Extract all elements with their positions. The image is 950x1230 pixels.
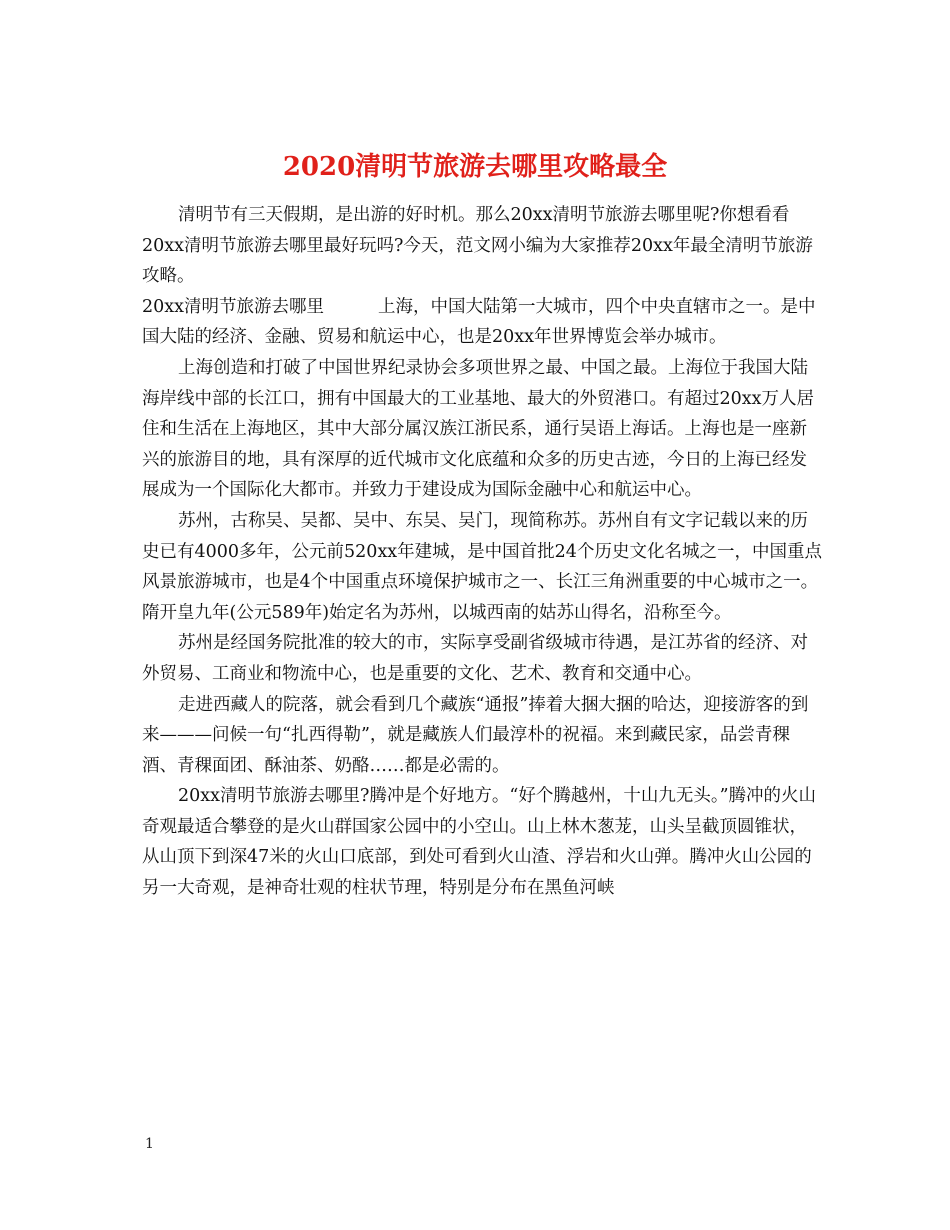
paragraph-suzhou-status: 苏州是经国务院批准的较大的市，实际享受副省级城市待遇，是江苏省的经济、对外贸易、工商业和物流中心，也是重要的文化、艺术、教育和交通中心。 [142, 633, 808, 684]
section-heading: 20xx清明节旅游去哪里 [142, 296, 325, 317]
paragraph-intro: 清明节有三天假期，是出游的好时机。那么20xx清明节旅游去哪里呢?你想看看20xx清明节旅游去哪里最好玩吗?今天，范文网小编为大家推荐20xx年最全清明节旅游攻略。 [142, 205, 813, 287]
paragraph-shanghai-intro [142, 292, 822, 353]
paragraph-tengchong: 20xx清明节旅游去哪里?腾冲是个好地方。“好个腾越州，十山九无头。”腾冲的火山奇观最适合攀登的是火山群国家公园中的小空山。山上林木葱茏，山头呈截顶圆锥状，从山顶下到深47米的火山口底部，到处可看到火山渣、浮岩和火山弹。腾冲火山公园的另一大奇观，是神奇壮观的柱状节理，特别是分布在黑鱼河峡 [142, 786, 817, 899]
page-number: 1 [145, 1136, 154, 1152]
paragraph-tibet: 走进西藏人的院落，就会看到几个藏族“通报”捧着大捆大捆的哈达，迎接游客的到来———问候一句“扎西得勒”，就是藏族人们最淳朴的祝福。来到藏民家，品尝青稞酒、青稞面团、酥油茶、奶酪……都是必需的。 [142, 694, 809, 776]
paragraph-shanghai-text: 上海，中国大陆第一大城市，四个中央直辖市之一。是中国大陆的经济、金融、贸易和航运中心，也是20xx年世界博览会举办城市。 [142, 296, 816, 348]
paragraph-suzhou-history: 苏州，古称吴、吴都、吴中、东吴、吴门，现简称苏。苏州自有文字记载以来的历史已有4000多年，公元前520xx年建城，是中国首批24个历史文化名城之一，中国重点风景旅游城市，也是4个中国重点环境保护城市之一、长江三角洲重要的中心城市之一。隋开皇九年(公元589年)始定名为苏州，以城西南的姑苏山得名，沿称至今。 [142, 510, 822, 623]
document-title: 2020清明节旅游去哪里攻略最全 [282, 152, 668, 183]
document-body [142, 200, 822, 904]
paragraph-shanghai: 上海创造和打破了中国世界纪录协会多项世界之最、中国之最。上海位于我国大陆海岸线中部的长江口，拥有中国最大的工业基地、最大的外贸港口。有超过20xx万人居住和生活在上海地区，其中大部分属汉族江浙民系，通行吴语上海话。上海也是一座新兴的旅游目的地，具有深厚的近代城市文化底蕴和众多的历史古迹，今日的上海已经发展成为一个国际化大都市。并致力于建设成为国际金融中心和航运中心。 [142, 357, 815, 501]
